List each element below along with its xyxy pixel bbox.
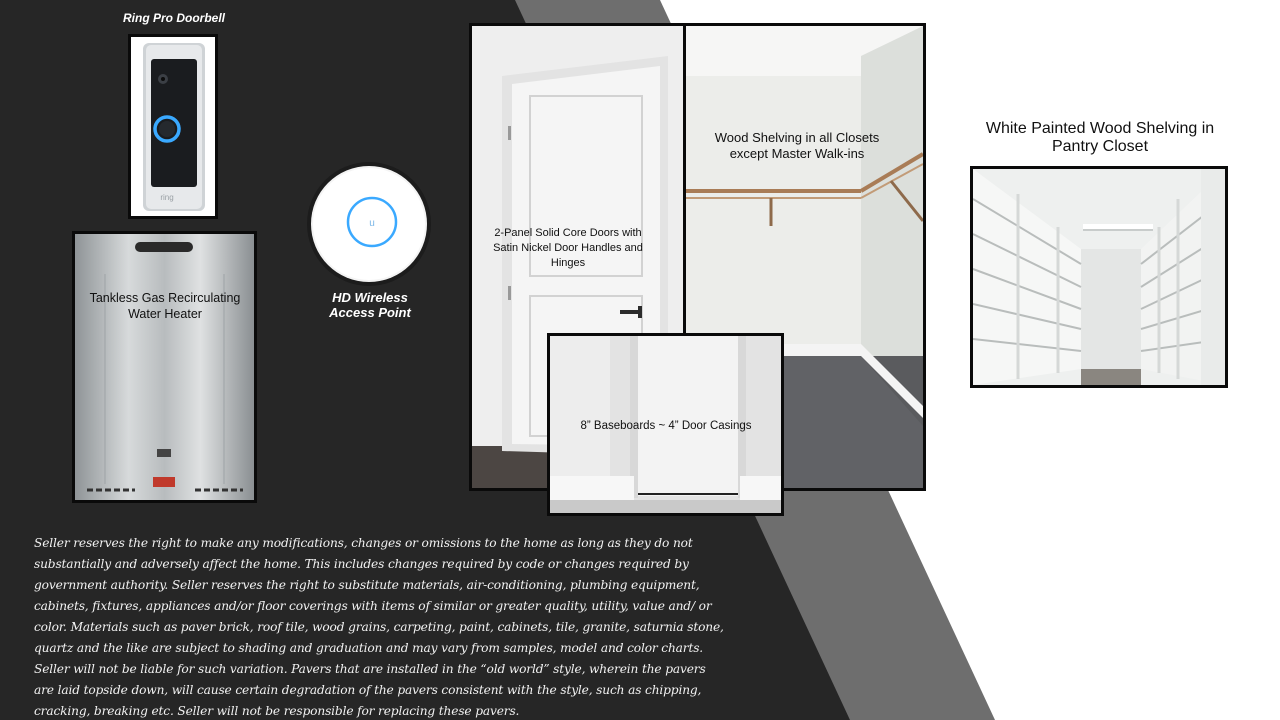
water-heater-label: Tankless Gas Recirculating Water Heater (89, 291, 241, 321)
disclaimer-text: Seller reserves the right to make any modifications, changes or omissions to the home as long as they do not substantially and adversely affect the home. This includes changes required by code or changes required by government authority. Seller reserves the right to substitute materials, air-conditioning, plumbing equipment, cabinets, fixtures, appliances and/or floor coverings with items of similar or greater quality, utility, value and/ or color. Materials such as paver brick, roof tile, wood grains, carpeting, paint, cabinets, tile, granite, saturnia stone, quartz and the like are subject to shading and graduation and may vary from samples, model and color charts. Seller will not be liable for such variation. Pavers that are installed in the “old world” style, wherein the pavers are laid topside down, will cause certain degradation of the pavers consistent with the style, such as chipping, cracking, breaking etc. Seller will not be responsible for replacing these pavers. (34, 536, 724, 718)
closets-label: Wood Shelving in all Closets except Master Walk-ins (714, 130, 880, 161)
pantry-title: White Painted Wood Shelving in Pantry Closet (985, 120, 1215, 155)
baseboards-label: 8” Baseboards ~ 4” Door Casings (580, 420, 752, 432)
svg-text:ring: ring (160, 193, 174, 202)
pantry-photo (970, 166, 1228, 388)
access-point-photo (305, 160, 433, 288)
water-heater-photo (72, 231, 257, 503)
svg-text:u: u (369, 218, 375, 229)
doorbell-caption: Ring Pro Doorbell (123, 11, 225, 25)
doorbell-photo (128, 34, 218, 219)
doors-label: 2-Panel Solid Core Doors with Satin Nickel Door Handles and Hinges (493, 227, 643, 269)
access-point-caption: HD Wireless Access Point (329, 290, 411, 320)
